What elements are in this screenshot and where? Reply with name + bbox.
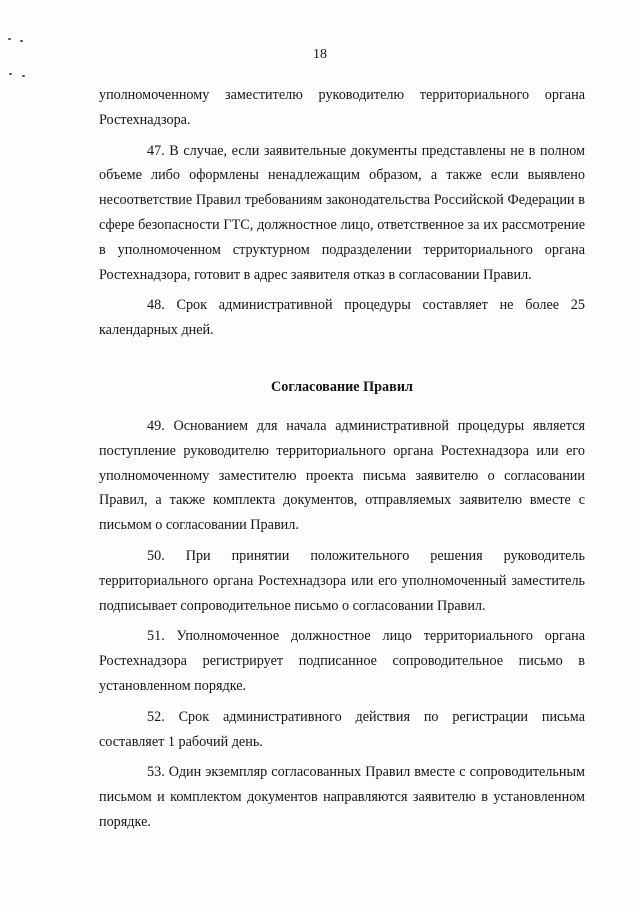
- scan-artifact-mark: [9, 73, 12, 75]
- paragraph: уполномоченному заместителю руководителю территориального органа Ростехнадзора.: [99, 87, 585, 128]
- page-number: 18: [313, 47, 327, 62]
- scan-artifact-mark: [8, 38, 11, 40]
- paragraph-group-before: [99, 83, 585, 343]
- paragraph: 52. Срок административного действия по регистрации письма составляет 1 рабочий день.: [99, 708, 585, 750]
- paragraph: 49. Основанием для начала административной процедуры является поступление руководителю территориального органа Ростехнадзора или его уполномоченному заместителю проекта письма заявителю о согласовании Правил, а также комплекта документов, отправляемых заявителю вместе с письмом о согласовании Правил.: [99, 417, 585, 534]
- paragraph: 48. Срок административной процедуры составляет не более 25 календарных дней.: [99, 297, 585, 339]
- document-body: [99, 83, 585, 835]
- paragraph: 50. При принятии положительного решения руководитель территориального органа Ростехнадзора или его уполномоченный заместитель подписывает сопроводительное письмо о согласовании Правил.: [99, 547, 585, 614]
- section-heading: Согласование Правил: [271, 378, 413, 395]
- scan-artifact-mark: [20, 40, 23, 42]
- paragraph: 51. Уполномоченное должностное лицо территориального органа Ростехнадзора регистрирует подписанное сопроводительное письмо в установленном порядке.: [99, 628, 585, 694]
- paragraph: 47. В случае, если заявительные документы представлены не в полном объеме либо оформлены ненадлежащим образом, а также если выявлено несоответствие Правил требованиям законодательства Российской Федерации в сфере безопасности ГТС, должностное лицо, ответственное за их рассмотрение в уполномоченном структурном подразделении территориального органа Ростехнадзора, готовит в адрес заявителя отказ в согласовании Правил.: [99, 142, 585, 283]
- scan-artifact-mark: [22, 75, 25, 77]
- paragraph: 53. Один экземпляр согласованных Правил вместе с сопроводительным письмом и комплектом документов направляются заявителю в установленном порядке.: [99, 764, 585, 830]
- paragraph-group-after: [99, 414, 585, 835]
